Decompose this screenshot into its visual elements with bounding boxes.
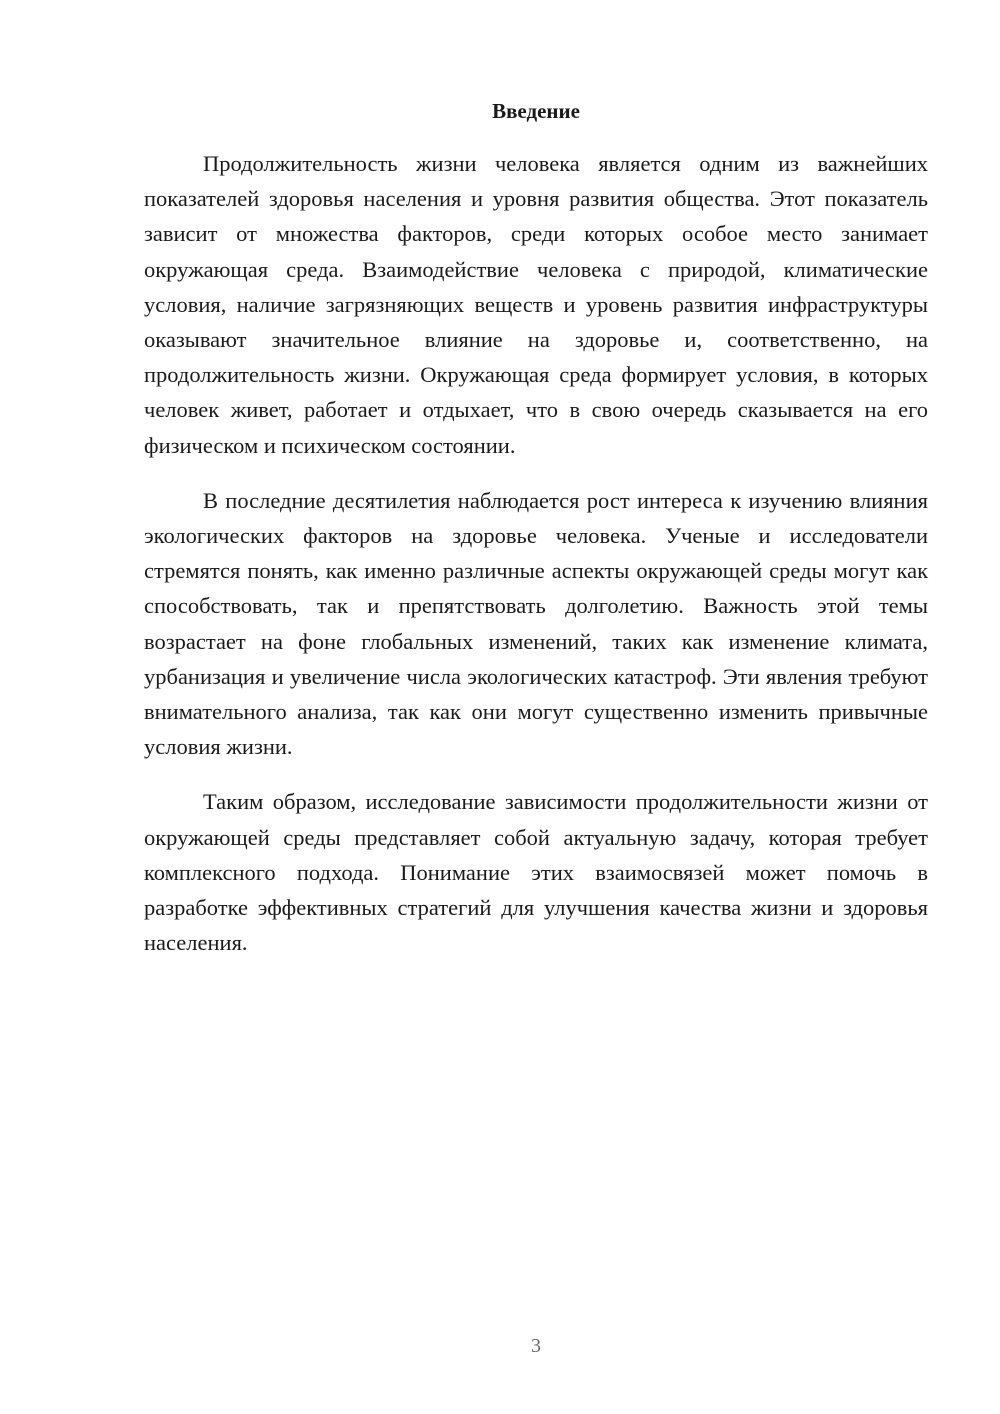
page-title: Введение xyxy=(492,99,580,123)
page-number: 3 xyxy=(531,1335,541,1357)
paragraph-3: Таким образом, исследование зависимости продолжительности жизни от окружающей среды представляет собой актуальную задачу, которая требует комплексного подхода. Понимание этих взаимосвязей может помочь в разработке эффективных стратегий для улучшения качества жизни и здоровья населения. xyxy=(144,789,928,956)
body-text xyxy=(144,146,928,980)
paragraph-2: В последние десятилетия наблюдается рост интереса к изучению влияния экологических факторов на здоровье человека. Ученые и исследователи стремятся понять, как именно различные аспекты окружающей среды могут как способствовать, так и препятствовать долголетию. Важность этой темы возрастает на фоне глобальных изменений, таких как изменение климата, урбанизация и увеличение числа экологических катастроф. Эти явления требуют внимательного анализа, так как они могут существенно изменить привычные условия жизни. xyxy=(144,487,928,760)
paragraph-1: Продолжительность жизни человека является одним из важнейших показателей здоровья населения и уровня развития общества. Этот показатель зависит от множества факторов, среди которых особое место занимает окружающая среда. Взаимодействие человека с природой, климатические условия, наличие загрязняющих веществ и уровень развития инфраструктуры оказывают значительное влияние на здоровье и, соответственно, на продолжительность жизни. Окружающая среда формирует условия, в которых человек живет, работает и отдыхает, что в свою очередь сказывается на его физическом и психическом состоянии. xyxy=(144,151,928,458)
